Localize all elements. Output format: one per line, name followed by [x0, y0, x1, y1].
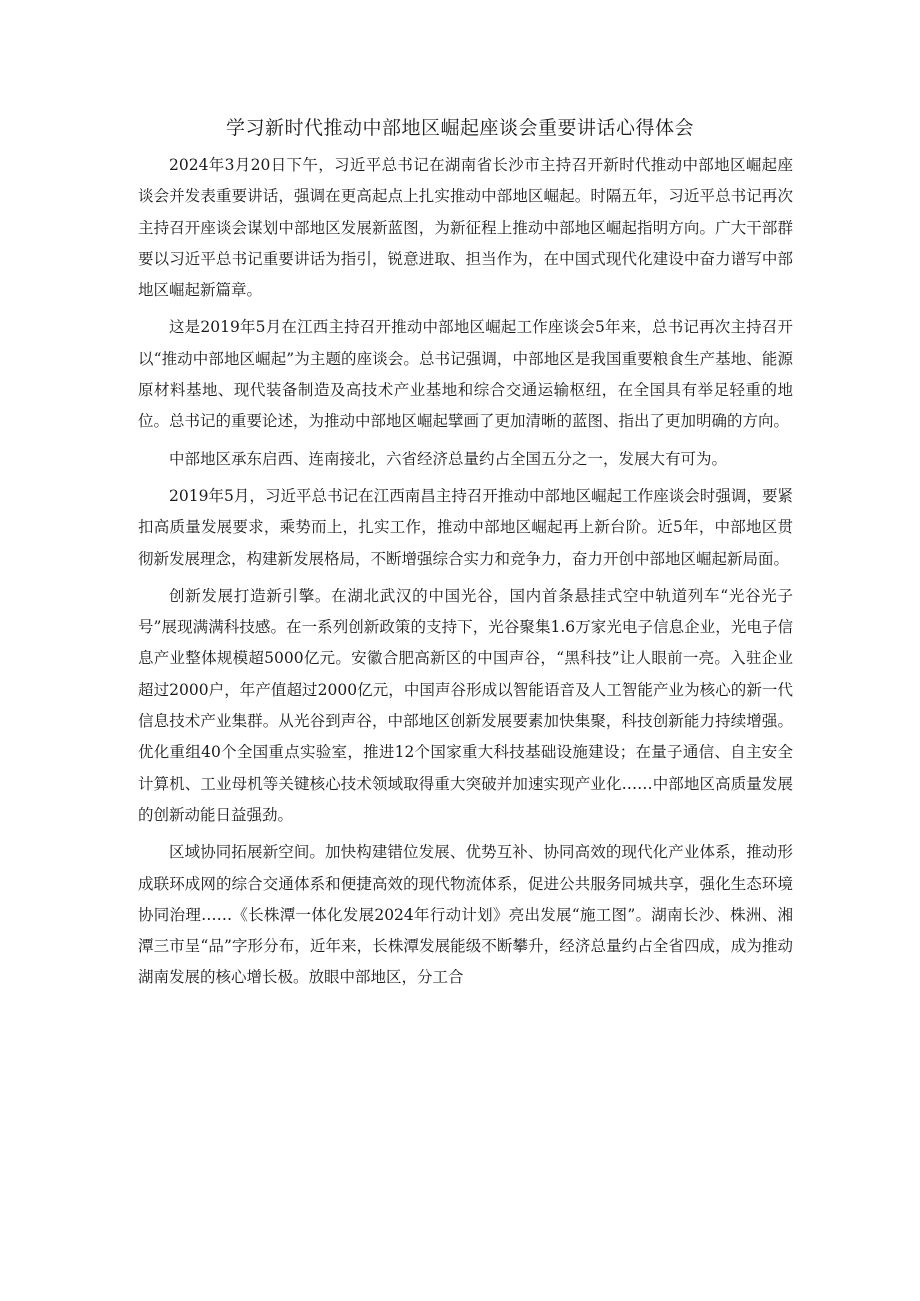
paragraph-5: 创新发展打造新引擎。在湖北武汉的中国光谷，国内首条悬挂式空中轨道列车“光谷光子号”展现满满科技感。在一系列创新政策的支持下，光谷聚集1.6万家光电子信息企业，光电子信息产业整体规模超5000亿元。安徽合肥高新区的中国声谷，“黑科技”让人眼前一亮。入驻企业超过2000户，年产值超过2000亿元，中国声谷形成以智能语音及人工智能产业为核心的新一代信息技术产业集群。从光谷到声谷，中部地区创新发展要素加快集聚，科技创新能力持续增强。优化重组40个全国重点实验室，推进12个国家重大科技基础设施建设；在量子通信、自主安全计算机、工业母机等关键核心技术领域取得重大突破并加速实现产业化……中部地区高质量发展的创新动能日益强劲。	[138, 586, 793, 824]
paragraph-4: 2019年5月，习近平总书记在江西南昌主持召开推动中部地区崛起工作座谈会时强调，要紧扣高质量发展要求，乘势而上，扎实工作，推动中部地区崛起再上新台阶。近5年，中部地区贯彻新发展理念，构建新发展格局，不断增强综合实力和竞争力，奋力开创中部地区崛起新局面。	[138, 486, 793, 568]
document-body	[138, 150, 793, 994]
paragraph-6: 区域协同拓展新空间。加快构建错位发展、优势互补、协同高效的现代化产业体系，推动形成联环成网的综合交通体系和便捷高效的现代物流体系，促进公共服务同城共享，强化生态环境协同治理……《长株潭一体化发展2024年行动计划》亮出发展“施工图”。湖南长沙、株洲、湘潭三市呈“品”字形分布，近年来，长株潭发展能级不断攀升，经济总量约占全省四成，成为推动湖南发展的核心增长极。放眼中部地区，分工合	[138, 843, 793, 987]
paragraph-2: 这是2019年5月在江西主持召开推动中部地区崛起工作座谈会5年来，总书记再次主持召开以“推动中部地区崛起”为主题的座谈会。总书记强调，中部地区是我国重要粮食生产基地、能源原材料基地、现代装备制造及高技术产业基地和综合交通运输枢纽，在全国具有举足轻重的地位。总书记的重要论述，为推动中部地区崛起擘画了更加清晰的蓝图、指出了更加明确的方向。	[138, 318, 793, 431]
paragraph-3: 中部地区承东启西、连南接北，六省经济总量约占全国五分之一，发展大有可为。	[169, 449, 728, 468]
document-title: 学习新时代推动中部地区崛起座谈会重要讲话心得体会	[225, 117, 694, 139]
paragraph-1: 2024年3月20日下午，习近平总书记在湖南省长沙市主持召开新时代推动中部地区崛起座谈会并发表重要讲话，强调在更高起点上扎实推动中部地区崛起。时隔五年，习近平总书记再次主持召开座谈会谋划中部地区发展新蓝图，为新征程上推动中部地区崛起指明方向。广大干部群要以习近平总书记重要讲话为指引，锐意进取、担当作为，在中国式现代化建设中奋力谱写中部地区崛起新篇章。	[138, 156, 793, 300]
